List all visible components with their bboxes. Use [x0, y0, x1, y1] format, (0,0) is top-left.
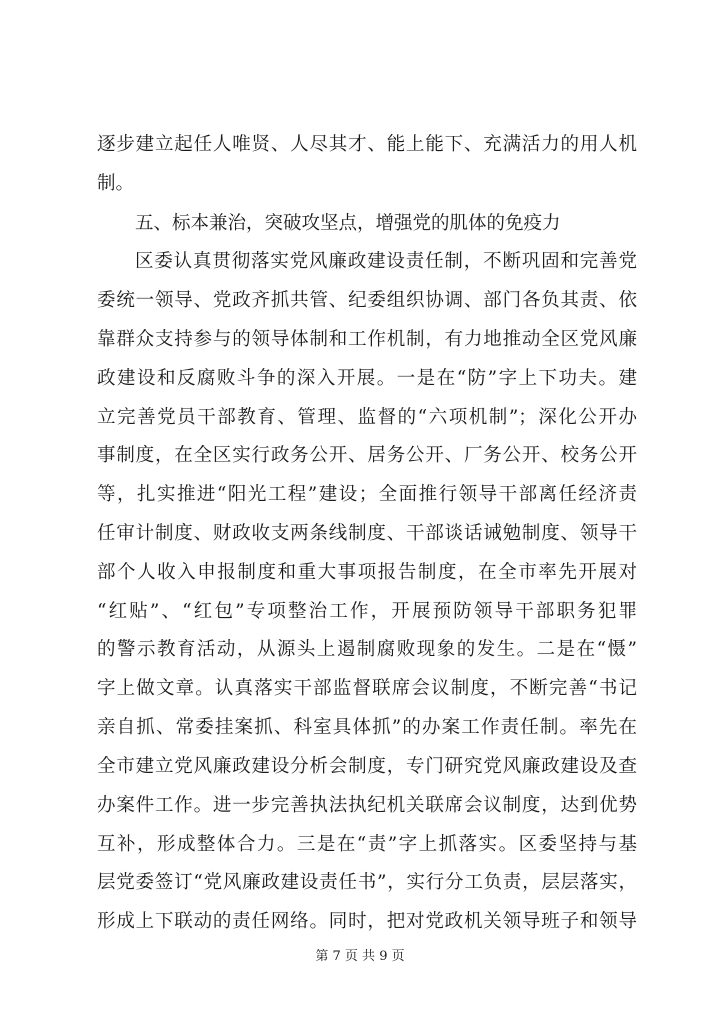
page-number-footer: 第 7 页 共 9 页 — [315, 949, 405, 964]
text-line: “红贴”、“红包”专项整治工作，开展预防领导干部职务犯罪 — [97, 601, 637, 622]
text-line: 事制度，在全区实行政务公开、居务公开、厂务公开、校务公开 — [97, 445, 637, 466]
text-line: 部个人收入申报制度和重大事项报告制度，在全市率先开展对 — [97, 562, 637, 583]
text-line: 任审计制度、财政收支两条线制度、干部谈话诫勉制度、领导干 — [97, 523, 637, 544]
text-line: 立完善党员干部教育、管理、监督的“六项机制”；深化公开办 — [97, 407, 637, 428]
text-line: 逐步建立起任人唯贤、人尽其才、能上能下、充满活力的用人机 — [97, 134, 637, 155]
text-line: 互补，形成整体合力。三是在“责”字上抓落实。区委坚持与基 — [97, 834, 637, 855]
text-line: 的警示教育活动，从源头上遏制腐败现象的发生。二是在“慑” — [97, 639, 637, 660]
text-line: 层党委签订“党风廉政建设责任书”，实行分工负责，层层落实， — [97, 872, 637, 893]
text-line: 靠群众支持参与的领导体制和工作机制，有力地推动全区党风廉 — [97, 329, 637, 350]
text-line: 委统一领导、党政齐抓共管、纪委组织协调、部门各负其责、依 — [97, 290, 637, 311]
text-line: 形成上下联动的责任网络。同时，把对党政机关领导班子和领导 — [97, 911, 637, 932]
section-heading: 五、标本兼治，突破攻坚点，增强党的肌体的免疫力 — [135, 213, 561, 234]
text-line: 制。 — [97, 173, 135, 194]
text-line: 办案件工作。进一步完善执法执纪机关联席会议制度，达到优势 — [97, 795, 637, 816]
text-line: 亲自抓、常委挂案抓、科室具体抓”的办案工作责任制。率先在 — [97, 717, 637, 738]
text-line: 字上做文章。认真落实干部监督联席会议制度，不断完善“书记 — [97, 678, 637, 699]
text-line: 等，扎实推进“阳光工程”建设；全面推行领导干部离任经济责 — [97, 484, 637, 505]
text-line: 政建设和反腐败斗争的深入开展。一是在“防”字上下功夫。建 — [97, 368, 637, 389]
text-line: 全市建立党风廉政建设分析会制度，专门研究党风廉政建设及查 — [97, 756, 637, 777]
text-line: 区委认真贯彻落实党风廉政建设责任制，不断巩固和完善党 — [135, 251, 637, 272]
